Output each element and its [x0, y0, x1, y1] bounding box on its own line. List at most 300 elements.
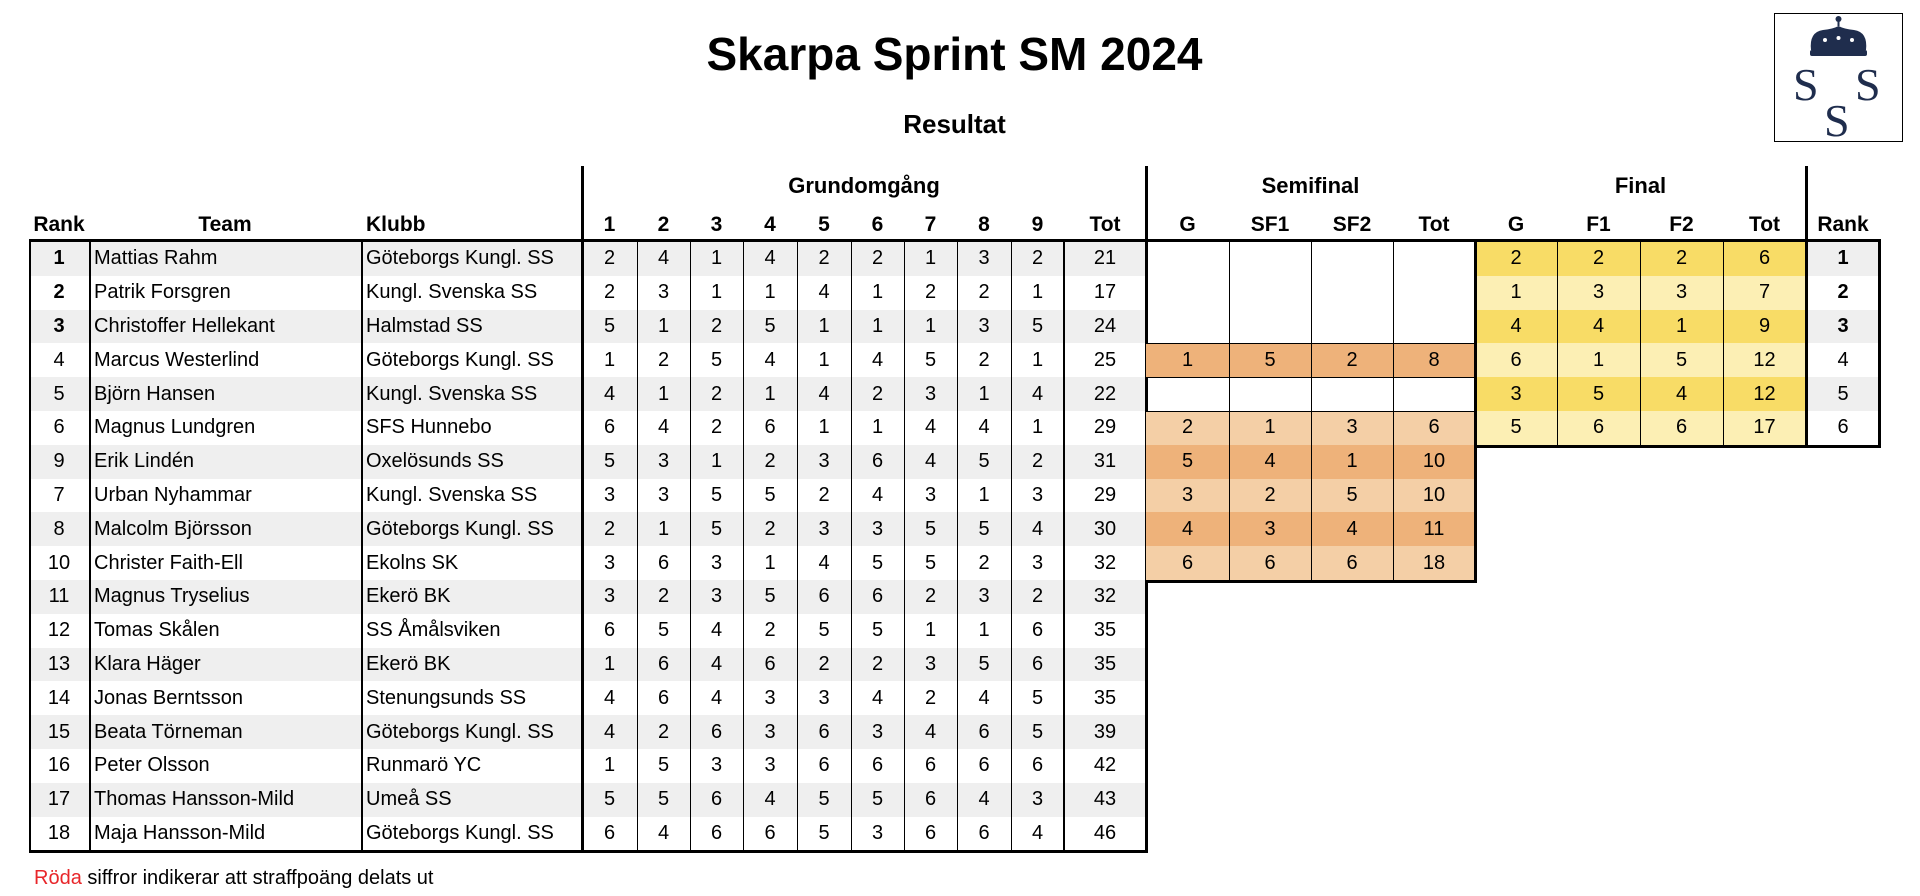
- race-score-cell: 5: [851, 546, 904, 580]
- race-score-cell: 5: [582, 310, 637, 344]
- race-score-cell: 4: [1011, 512, 1064, 546]
- final-rank-cell: 4: [1806, 343, 1880, 377]
- race-score-cell: 1: [743, 276, 797, 310]
- race-score-cell: 2: [1011, 445, 1064, 479]
- semifinal-bottom-border: [1146, 580, 1475, 583]
- final-rank-cell: 2: [1806, 276, 1880, 310]
- team-cell: Magnus Lundgren: [89, 411, 361, 445]
- column-header-final: F1: [1586, 213, 1611, 236]
- rank-cell: 14: [29, 681, 89, 715]
- race-score-cell: 2: [582, 512, 637, 546]
- semifinal-score-cell: 6: [1393, 411, 1475, 445]
- race-score-cell: 1: [1011, 276, 1064, 310]
- team-cell: Tomas Skålen: [89, 614, 361, 648]
- race-score-cell: 4: [743, 783, 797, 817]
- race-score-cell: 6: [904, 749, 957, 783]
- club-cell: Umeå SS: [361, 783, 582, 817]
- race-score-cell: 6: [957, 749, 1011, 783]
- column-divider: [1011, 239, 1012, 850]
- total-cell: 35: [1064, 681, 1146, 715]
- race-score-cell: 1: [582, 648, 637, 682]
- race-score-cell: 5: [904, 343, 957, 377]
- race-score-cell: 2: [1011, 242, 1064, 276]
- race-score-cell: 6: [743, 648, 797, 682]
- club-cell: Göteborgs Kungl. SS: [361, 512, 582, 546]
- race-score-cell: 6: [797, 749, 851, 783]
- column-header-race: 1: [603, 213, 616, 236]
- column-header-rank: Rank: [33, 213, 85, 236]
- total-cell: 22: [1064, 377, 1146, 411]
- team-cell: Thomas Hansson-Mild: [89, 783, 361, 817]
- team-cell: Christer Faith-Ell: [89, 546, 361, 580]
- race-score-cell: 4: [904, 411, 957, 445]
- total-cell: 25: [1064, 343, 1146, 377]
- semifinal-score-cell: 11: [1393, 512, 1475, 546]
- final-score-cell: 6: [1640, 411, 1723, 445]
- table-top-border: [29, 239, 1146, 242]
- footnote: [34, 866, 434, 890]
- race-score-cell: 1: [690, 276, 743, 310]
- column-divider: [1474, 239, 1477, 583]
- race-score-cell: 5: [690, 512, 743, 546]
- race-score-cell: 1: [743, 546, 797, 580]
- total-cell: 24: [1064, 310, 1146, 344]
- team-cell: Maja Hansson-Mild: [89, 817, 361, 851]
- total-cell: 39: [1064, 715, 1146, 749]
- club-cell: Ekolns SK: [361, 546, 582, 580]
- race-score-cell: 5: [851, 614, 904, 648]
- final-score-cell: 3: [1640, 276, 1723, 310]
- race-score-cell: 5: [637, 783, 690, 817]
- rank-cell: 7: [29, 479, 89, 513]
- race-score-cell: 2: [690, 377, 743, 411]
- race-score-cell: 3: [582, 580, 637, 614]
- column-header-final: G: [1507, 213, 1525, 236]
- column-header-final-rank: Rank: [1817, 213, 1869, 236]
- race-score-cell: 5: [743, 479, 797, 513]
- row-divider: [1146, 343, 1475, 344]
- total-cell: 42: [1064, 749, 1146, 783]
- race-score-cell: 2: [851, 242, 904, 276]
- column-header-semifinal: Tot: [1418, 213, 1450, 236]
- race-score-cell: 2: [797, 479, 851, 513]
- race-score-cell: 3: [851, 512, 904, 546]
- final-score-cell: 4: [1475, 310, 1557, 344]
- table-bottom-border: [29, 850, 1146, 853]
- race-score-cell: 5: [797, 614, 851, 648]
- semifinal-score-cell: 10: [1393, 479, 1475, 513]
- final-score-cell: 6: [1557, 411, 1640, 445]
- column-header-race: 3: [710, 213, 723, 236]
- semifinal-score-cell: 3: [1229, 512, 1311, 546]
- team-cell: Mattias Rahm: [89, 242, 361, 276]
- race-score-cell: 3: [582, 479, 637, 513]
- race-score-cell: 4: [582, 715, 637, 749]
- rank-cell: 9: [29, 445, 89, 479]
- race-score-cell: 6: [743, 411, 797, 445]
- race-score-cell: 4: [743, 343, 797, 377]
- race-score-cell: 5: [1011, 681, 1064, 715]
- club-cell: Göteborgs Kungl. SS: [361, 242, 582, 276]
- total-cell: 31: [1064, 445, 1146, 479]
- final-score-cell: 2: [1640, 242, 1723, 276]
- race-score-cell: 2: [797, 648, 851, 682]
- rank-cell: 10: [29, 546, 89, 580]
- race-score-cell: 5: [690, 479, 743, 513]
- race-score-cell: 6: [797, 715, 851, 749]
- race-score-cell: 1: [743, 377, 797, 411]
- race-score-cell: 5: [957, 445, 1011, 479]
- semifinal-score-cell: 2: [1229, 479, 1311, 513]
- footnote-red-word: Röda: [34, 867, 82, 889]
- race-score-cell: 3: [690, 546, 743, 580]
- column-divider: [851, 239, 852, 850]
- column-divider: [1311, 239, 1312, 580]
- race-score-cell: 3: [743, 715, 797, 749]
- race-score-cell: 6: [851, 749, 904, 783]
- final-bottom-border: [1475, 445, 1880, 448]
- semifinal-score-cell: 4: [1146, 512, 1229, 546]
- total-cell: 46: [1064, 817, 1146, 851]
- rank-cell: 11: [29, 580, 89, 614]
- race-score-cell: 4: [851, 343, 904, 377]
- race-score-cell: 2: [1011, 580, 1064, 614]
- group-header-semifinal: Semifinal: [1261, 173, 1360, 198]
- race-score-cell: 6: [690, 715, 743, 749]
- semifinal-score-cell: 6: [1229, 546, 1311, 580]
- svg-text:S: S: [1793, 59, 1819, 110]
- final-score-cell: 6: [1723, 242, 1806, 276]
- rank-cell: 12: [29, 614, 89, 648]
- group-header-grundomgang: Grundomgång: [788, 173, 940, 198]
- rank-cell: 5: [29, 377, 89, 411]
- race-score-cell: 6: [904, 783, 957, 817]
- race-score-cell: 4: [690, 648, 743, 682]
- race-score-cell: 5: [637, 614, 690, 648]
- final-score-cell: 2: [1557, 242, 1640, 276]
- race-score-cell: 4: [957, 411, 1011, 445]
- race-score-cell: 1: [1011, 343, 1064, 377]
- total-cell: 32: [1064, 580, 1146, 614]
- semifinal-score-cell: 18: [1393, 546, 1475, 580]
- team-cell: Christoffer Hellekant: [89, 310, 361, 344]
- column-divider: [1878, 239, 1881, 448]
- final-score-cell: 17: [1723, 411, 1806, 445]
- club-cell: Göteborgs Kungl. SS: [361, 715, 582, 749]
- race-score-cell: 3: [743, 681, 797, 715]
- race-score-cell: 3: [851, 715, 904, 749]
- race-score-cell: 2: [904, 681, 957, 715]
- column-divider: [904, 239, 905, 850]
- semifinal-score-cell: 8: [1393, 343, 1475, 377]
- final-top-border: [1475, 239, 1880, 242]
- club-cell: Göteborgs Kungl. SS: [361, 817, 582, 851]
- race-score-cell: 1: [957, 614, 1011, 648]
- semifinal-score-cell: 1: [1229, 411, 1311, 445]
- column-divider: [1805, 166, 1808, 448]
- club-cell: Kungl. Svenska SS: [361, 377, 582, 411]
- race-score-cell: 2: [637, 343, 690, 377]
- rank-cell: 15: [29, 715, 89, 749]
- race-score-cell: 5: [797, 817, 851, 851]
- race-score-cell: 6: [1011, 749, 1064, 783]
- race-score-cell: 6: [582, 411, 637, 445]
- race-score-cell: 3: [957, 580, 1011, 614]
- column-divider: [1229, 239, 1230, 580]
- race-score-cell: 1: [637, 310, 690, 344]
- race-score-cell: 4: [637, 817, 690, 851]
- race-score-cell: 6: [957, 715, 1011, 749]
- race-score-cell: 3: [904, 377, 957, 411]
- race-score-cell: 2: [637, 715, 690, 749]
- race-score-cell: 4: [904, 715, 957, 749]
- column-header-tot: Tot: [1089, 213, 1121, 236]
- race-score-cell: 3: [637, 276, 690, 310]
- column-divider: [89, 239, 91, 853]
- column-header-semifinal: G: [1179, 213, 1196, 236]
- team-cell: Erik Lindén: [89, 445, 361, 479]
- svg-text:S: S: [1824, 95, 1850, 141]
- column-header-race: 5: [818, 213, 830, 236]
- team-cell: Malcolm Björsson: [89, 512, 361, 546]
- team-cell: Magnus Tryselius: [89, 580, 361, 614]
- column-header-final: Tot: [1748, 213, 1781, 236]
- race-score-cell: 3: [957, 310, 1011, 344]
- race-score-cell: 3: [1011, 783, 1064, 817]
- race-score-cell: 6: [957, 817, 1011, 851]
- rank-cell: 3: [29, 310, 89, 344]
- team-cell: Patrik Forsgren: [89, 276, 361, 310]
- semifinal-score-cell: 5: [1146, 445, 1229, 479]
- race-score-cell: 5: [743, 310, 797, 344]
- race-score-cell: 1: [957, 377, 1011, 411]
- race-score-cell: 5: [743, 580, 797, 614]
- total-cell: 43: [1064, 783, 1146, 817]
- race-score-cell: 4: [1011, 817, 1064, 851]
- column-header-race: 8: [978, 213, 990, 236]
- race-score-cell: 1: [797, 343, 851, 377]
- race-score-cell: 4: [1011, 377, 1064, 411]
- race-score-cell: 2: [957, 276, 1011, 310]
- race-score-cell: 1: [690, 242, 743, 276]
- rank-cell: 16: [29, 749, 89, 783]
- final-score-cell: 3: [1475, 377, 1557, 411]
- column-header-semifinal: SF1: [1250, 213, 1290, 236]
- final-score-cell: 1: [1475, 276, 1557, 310]
- column-divider: [637, 239, 638, 850]
- club-cell: Ekerö BK: [361, 580, 582, 614]
- race-score-cell: 1: [904, 614, 957, 648]
- column-header-race: 2: [657, 213, 670, 236]
- race-score-cell: 2: [904, 580, 957, 614]
- race-score-cell: 2: [743, 614, 797, 648]
- total-cell: 29: [1064, 411, 1146, 445]
- column-divider: [1640, 239, 1641, 445]
- race-score-cell: 3: [743, 749, 797, 783]
- rank-cell: 1: [29, 242, 89, 276]
- race-score-cell: 1: [582, 749, 637, 783]
- race-score-cell: 2: [690, 411, 743, 445]
- race-score-cell: 3: [637, 445, 690, 479]
- race-score-cell: 1: [851, 276, 904, 310]
- race-score-cell: 6: [690, 817, 743, 851]
- race-score-cell: 4: [904, 445, 957, 479]
- race-score-cell: 1: [957, 479, 1011, 513]
- race-score-cell: 1: [851, 411, 904, 445]
- final-rank-cell: 5: [1806, 377, 1880, 411]
- final-rank-cell: 1: [1806, 242, 1880, 276]
- race-score-cell: 4: [690, 614, 743, 648]
- final-score-cell: 5: [1475, 411, 1557, 445]
- team-cell: Klara Häger: [89, 648, 361, 682]
- race-score-cell: 5: [1011, 715, 1064, 749]
- club-cell: SFS Hunnebo: [361, 411, 582, 445]
- semifinal-score-cell: 2: [1146, 411, 1229, 445]
- race-score-cell: 1: [797, 411, 851, 445]
- semifinal-score-cell: 1: [1311, 445, 1393, 479]
- race-score-cell: 2: [851, 377, 904, 411]
- race-score-cell: 6: [904, 817, 957, 851]
- team-cell: Björn Hansen: [89, 377, 361, 411]
- race-score-cell: 6: [743, 817, 797, 851]
- race-score-cell: 5: [582, 783, 637, 817]
- race-score-cell: 6: [851, 580, 904, 614]
- race-score-cell: 4: [851, 479, 904, 513]
- svg-text:S: S: [1855, 59, 1881, 110]
- race-score-cell: 3: [1011, 479, 1064, 513]
- column-divider: [29, 239, 31, 853]
- club-cell: Kungl. Svenska SS: [361, 479, 582, 513]
- semifinal-score-cell: 6: [1146, 546, 1229, 580]
- semifinal-score-cell: 4: [1311, 512, 1393, 546]
- race-score-cell: 1: [904, 242, 957, 276]
- column-divider: [1393, 239, 1394, 580]
- race-score-cell: 5: [904, 512, 957, 546]
- race-score-cell: 5: [1011, 310, 1064, 344]
- total-cell: 30: [1064, 512, 1146, 546]
- column-divider: [361, 239, 363, 853]
- race-score-cell: 1: [582, 343, 637, 377]
- race-score-cell: 1: [1011, 411, 1064, 445]
- race-score-cell: 4: [637, 242, 690, 276]
- race-score-cell: 4: [957, 783, 1011, 817]
- race-score-cell: 1: [904, 310, 957, 344]
- club-cell: Kungl. Svenska SS: [361, 276, 582, 310]
- row-divider: [1146, 411, 1475, 412]
- race-score-cell: 3: [797, 512, 851, 546]
- race-score-cell: 1: [637, 377, 690, 411]
- race-score-cell: 5: [957, 648, 1011, 682]
- final-score-cell: 4: [1557, 310, 1640, 344]
- column-divider: [1557, 239, 1558, 445]
- race-score-cell: 6: [1011, 648, 1064, 682]
- club-cell: Oxelösunds SS: [361, 445, 582, 479]
- club-cell: Runmarö YC: [361, 749, 582, 783]
- column-header-race: 4: [764, 213, 776, 236]
- team-cell: Marcus Westerlind: [89, 343, 361, 377]
- race-score-cell: 5: [637, 749, 690, 783]
- race-score-cell: 6: [851, 445, 904, 479]
- total-cell: 35: [1064, 648, 1146, 682]
- race-score-cell: 2: [743, 512, 797, 546]
- race-score-cell: 5: [851, 783, 904, 817]
- semifinal-score-cell: 3: [1146, 479, 1229, 513]
- column-header-race: 9: [1031, 213, 1044, 236]
- race-score-cell: 4: [582, 377, 637, 411]
- group-header-final: Final: [1614, 173, 1667, 198]
- race-score-cell: 5: [797, 783, 851, 817]
- total-cell: 32: [1064, 546, 1146, 580]
- column-header-team: Team: [198, 213, 252, 236]
- semifinal-score-cell: 5: [1229, 343, 1311, 377]
- club-cell: SS Åmålsviken: [361, 614, 582, 648]
- race-score-cell: 3: [904, 648, 957, 682]
- club-cell: Ekerö BK: [361, 648, 582, 682]
- race-score-cell: 6: [637, 681, 690, 715]
- race-score-cell: 1: [690, 445, 743, 479]
- race-score-cell: 4: [743, 242, 797, 276]
- race-score-cell: 4: [957, 681, 1011, 715]
- final-score-cell: 1: [1557, 343, 1640, 377]
- race-score-cell: 6: [582, 817, 637, 851]
- race-score-cell: 3: [690, 580, 743, 614]
- race-score-cell: 2: [582, 276, 637, 310]
- team-cell: Urban Nyhammar: [89, 479, 361, 513]
- column-header-race: 6: [871, 213, 884, 236]
- final-score-cell: 6: [1475, 343, 1557, 377]
- race-score-cell: 4: [851, 681, 904, 715]
- column-divider: [1723, 239, 1724, 445]
- race-score-cell: 3: [851, 817, 904, 851]
- race-score-cell: 2: [690, 310, 743, 344]
- rank-cell: 13: [29, 648, 89, 682]
- race-score-cell: 2: [743, 445, 797, 479]
- total-cell: 17: [1064, 276, 1146, 310]
- final-score-cell: 12: [1723, 377, 1806, 411]
- team-cell: Jonas Berntsson: [89, 681, 361, 715]
- semifinal-score-cell: 3: [1311, 411, 1393, 445]
- final-rank-cell: 3: [1806, 310, 1880, 344]
- page-title: Skarpa Sprint SM 2024: [706, 28, 1203, 80]
- column-divider: [1063, 239, 1065, 850]
- column-header-club: Klubb: [366, 213, 426, 236]
- rank-cell: 17: [29, 783, 89, 817]
- semifinal-score-cell: 6: [1311, 546, 1393, 580]
- race-score-cell: 6: [1011, 614, 1064, 648]
- race-score-cell: 2: [957, 343, 1011, 377]
- race-score-cell: 3: [797, 445, 851, 479]
- race-score-cell: 3: [582, 546, 637, 580]
- page-subtitle: Resultat: [903, 109, 1006, 139]
- final-score-cell: 12: [1723, 343, 1806, 377]
- rank-cell: 2: [29, 276, 89, 310]
- race-score-cell: 2: [904, 276, 957, 310]
- total-cell: 29: [1064, 479, 1146, 513]
- semifinal-score-cell: 4: [1229, 445, 1311, 479]
- row-divider: [1146, 377, 1475, 378]
- rank-cell: 8: [29, 512, 89, 546]
- race-score-cell: 5: [904, 546, 957, 580]
- final-score-cell: 5: [1640, 343, 1723, 377]
- race-score-cell: 4: [797, 377, 851, 411]
- race-score-cell: 3: [690, 749, 743, 783]
- semifinal-score-cell: 10: [1393, 445, 1475, 479]
- race-score-cell: 6: [637, 546, 690, 580]
- race-score-cell: 6: [797, 580, 851, 614]
- column-divider: [957, 239, 958, 850]
- footnote-text: siffror indikerar att straffpoäng delats ut: [87, 867, 434, 889]
- column-header-semifinal: SF2: [1332, 213, 1372, 236]
